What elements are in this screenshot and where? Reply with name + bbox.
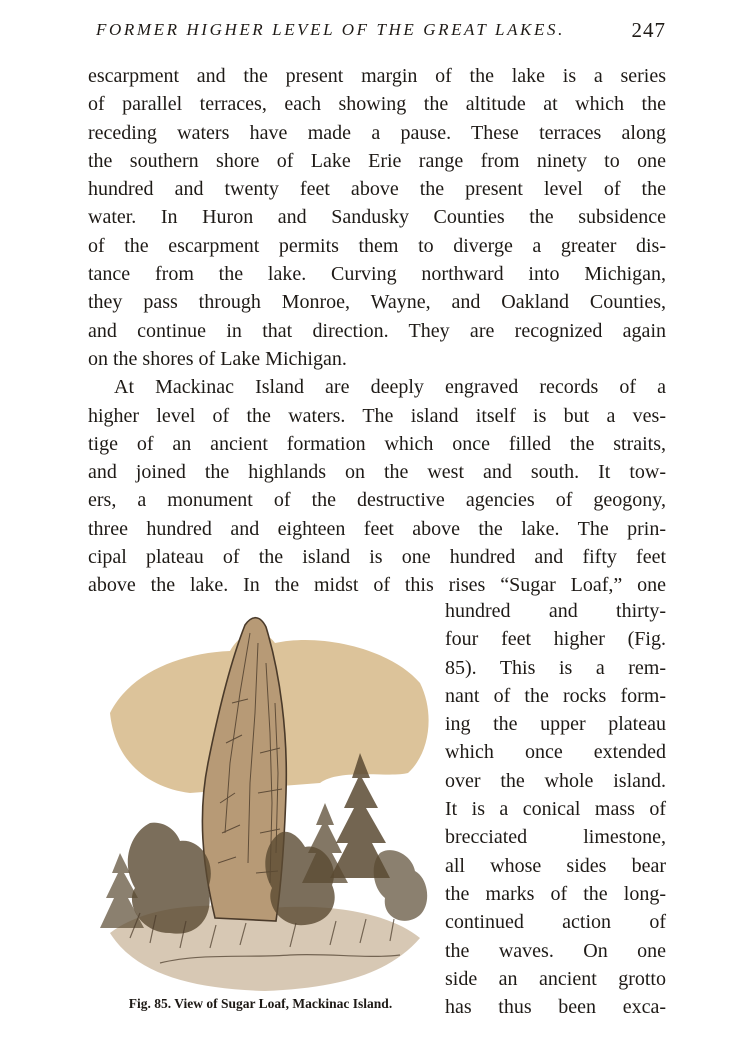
text-line: cipal plateau of the island is one hundred and fifty feet bbox=[88, 546, 666, 569]
text-line: higher level of the waters. The island itself is but a ves- bbox=[88, 404, 666, 427]
text-line: the waves. On one bbox=[445, 939, 666, 962]
text-line: 85). This is a rem- bbox=[445, 656, 666, 679]
body-text bbox=[88, 62, 666, 600]
text-line: which once extended bbox=[445, 741, 666, 764]
text-line: tige of an ancient formation which once filled the straits, bbox=[88, 432, 666, 455]
text-line: above the lake. In the midst of this rises “Sugar Loaf,” one bbox=[88, 574, 666, 597]
text-line: brecciated limestone, bbox=[445, 826, 666, 849]
text-line: has thus been exca- bbox=[445, 996, 666, 1019]
wrapped-text bbox=[445, 597, 666, 1021]
text-line: of parallel terraces, each showing the altitude at which the bbox=[88, 93, 666, 116]
text-line: and continue in that direction. They are recognized again bbox=[88, 319, 666, 342]
page-number: 247 bbox=[631, 18, 666, 42]
text-line: the southern shore of Lake Erie range from ninety to one bbox=[88, 149, 666, 172]
text-line: four feet higher (Fig. bbox=[445, 628, 666, 651]
text-line: over the whole island. bbox=[445, 769, 666, 792]
text-line: of the escarpment permits them to diverge a greater dis- bbox=[88, 234, 666, 257]
text-line: and joined the highlands on the west and south. It tow- bbox=[88, 461, 666, 484]
text-line: on the shores of Lake Michigan. bbox=[88, 347, 347, 370]
sugar-loaf-engraving bbox=[90, 603, 435, 993]
text-line: It is a conical mass of bbox=[445, 798, 666, 821]
running-title: FORMER HIGHER LEVEL OF THE GREAT LAKES. bbox=[96, 20, 565, 39]
text-line: ers, a monument of the destructive agencies of geogony, bbox=[88, 489, 666, 512]
figure-sugar-loaf bbox=[90, 603, 435, 993]
text-line: hundred and thirty- bbox=[445, 600, 666, 622]
running-header bbox=[88, 18, 668, 48]
text-line: nant of the rocks form- bbox=[445, 684, 666, 707]
text-line: continued action of bbox=[445, 911, 666, 934]
text-line: side an ancient grotto bbox=[445, 967, 666, 990]
text-line: all whose sides bear bbox=[445, 854, 666, 877]
text-line: three hundred and eighteen feet above the lake. The prin- bbox=[88, 517, 666, 540]
text-line: water. In Huron and Sandusky Counties the subsidence bbox=[88, 206, 666, 229]
text-line: At Mackinac Island are deeply engraved records of a bbox=[114, 376, 666, 399]
text-line: receding waters have made a pause. These terraces along bbox=[88, 121, 666, 144]
text-line: escarpment and the present margin of the lake is a series bbox=[88, 65, 666, 87]
text-line: tance from the lake. Curving northward into Michigan, bbox=[88, 263, 666, 286]
figure-caption: Fig. 85. View of Sugar Loaf, Mackinac Island. bbox=[128, 996, 393, 1011]
text-line: hundred and twenty feet above the present level of the bbox=[88, 178, 666, 201]
text-line: the marks of the long- bbox=[445, 882, 666, 905]
text-line: they pass through Monroe, Wayne, and Oakland Counties, bbox=[88, 291, 666, 314]
text-line: ing the upper plateau bbox=[445, 713, 666, 736]
